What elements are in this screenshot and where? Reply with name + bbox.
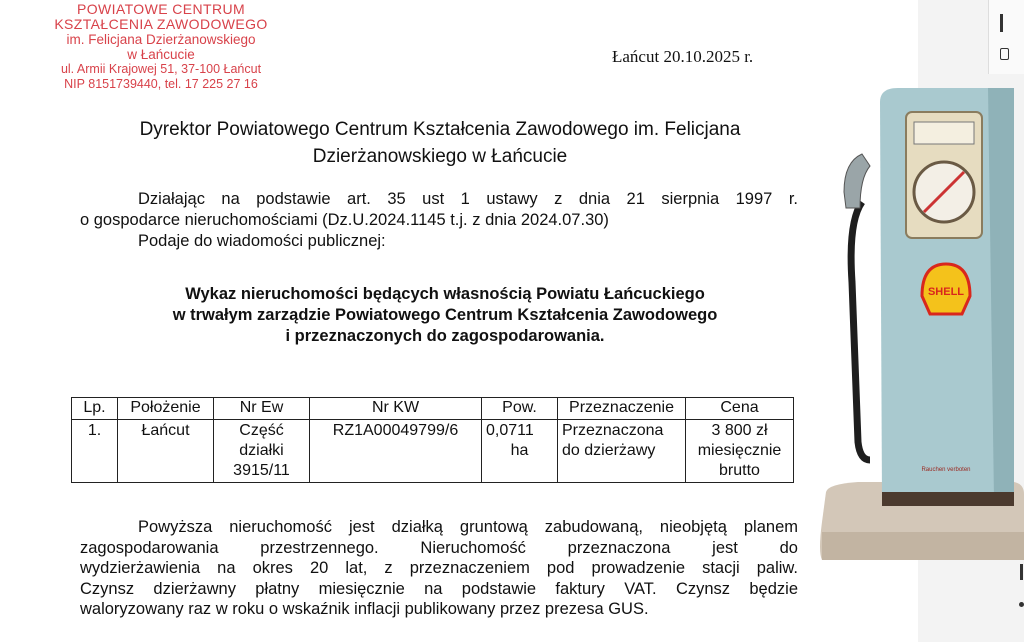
pump-display-window xyxy=(914,122,974,144)
intro-line: Działając na podstawie art. 35 ust 1 ustawy z dnia 21 sierpnia 1997 r. xyxy=(138,190,798,208)
property-table xyxy=(71,397,794,483)
cell-line: 0,0711 xyxy=(486,422,534,439)
header-lp: Lp. xyxy=(72,398,118,420)
adjacent-page-mark xyxy=(1020,564,1023,580)
cell-line: 3915/11 xyxy=(233,462,290,479)
pump-brand: SHELL xyxy=(927,286,965,298)
description-line: waloryzowany raz w roku o wskaźnik inflacji publikowany przez prezesa GUS. xyxy=(80,600,649,618)
adjacent-page-mark xyxy=(1000,14,1003,32)
adjacent-page-corner xyxy=(988,0,1024,74)
description-paragraph xyxy=(80,517,798,620)
cell-line: działki xyxy=(239,442,284,459)
cell-polozenie: Łańcut xyxy=(118,420,214,483)
cell-line: brutto xyxy=(719,462,760,479)
table-row xyxy=(72,420,794,483)
pump-hose xyxy=(851,202,870,460)
checkbox-icon xyxy=(1000,48,1009,60)
cell-line: ha xyxy=(510,442,529,459)
cell-nr-ew xyxy=(214,420,310,483)
pump-sign: Rauchen verboten xyxy=(921,467,971,473)
cell-pow xyxy=(482,420,558,483)
intro-paragraph xyxy=(80,189,798,252)
intro-line: o gospodarce nieruchomościami (Dz.U.2024.1145 t.j. z dnia 2024.07.30) xyxy=(80,211,609,229)
cell-cena xyxy=(686,420,794,483)
stamp-line: w Łańcucie xyxy=(127,47,195,62)
nozzle-icon xyxy=(844,154,870,208)
stamp-line: ul. Armii Krajowej 51, 37-100 Łańcut xyxy=(60,62,262,76)
header-pow: Pow. xyxy=(482,398,558,420)
bullet-icon xyxy=(1019,602,1024,607)
stamp-line: NIP 8151739440, tel. 17 225 27 16 xyxy=(64,77,258,91)
institution-stamp xyxy=(30,2,292,92)
list-title xyxy=(75,284,815,347)
cell-line: Przeznaczona xyxy=(562,422,664,439)
description-line: Czynsz dzierżawny płatny miesięcznie na podstawie faktury VAT. Czynsz będzie xyxy=(80,579,798,598)
pump-foot xyxy=(882,492,1014,506)
fuel-pump-illustration xyxy=(818,82,1024,566)
description-line: zagospodarowania przestrzennego. Nieruchomość przeznaczona jest do xyxy=(80,538,798,557)
description-line: wydzierżawienia na okres 20 lat, z przeznaczeniem pod prowadzenie stacji paliw. xyxy=(80,559,798,577)
header-polozenie: Położenie xyxy=(118,398,214,420)
header-nr-ew: Nr Ew xyxy=(214,398,310,420)
header-nr-kw: Nr KW xyxy=(310,398,482,420)
cell-line: miesięcznie xyxy=(697,442,782,459)
cell-line: Część xyxy=(239,422,284,439)
document-date: Łańcut 20.10.2025 r. xyxy=(612,47,754,66)
cell-line: do dzierżawy xyxy=(562,442,656,459)
description-line: Powyższa nieruchomość jest działką gruntową zabudowaną, nieobjętą planem xyxy=(138,518,798,536)
intro-line: Podaje do wiadomości publicznej: xyxy=(138,232,386,250)
stamp-line: im. Felicjana Dzierżanowskiego xyxy=(66,32,256,47)
cell-lp: 1. xyxy=(72,420,118,483)
title-line: Wykaz nieruchomości będących własnością Powiatu Łańcuckiego xyxy=(185,285,705,303)
title-line: i przeznaczonych do zagospodarowania. xyxy=(285,327,605,345)
header-przeznaczenie: Przeznaczenie xyxy=(558,398,686,420)
cell-line: 3 800 zł xyxy=(711,422,768,439)
title-line: w trwałym zarządzie Powiatowego Centrum Kształcenia Zawodowego xyxy=(172,306,718,324)
cell-nr-kw: RZ1A00049799/6 xyxy=(310,420,482,483)
header-cena: Cena xyxy=(686,398,794,420)
stamp-line: KSZTAŁCENIA ZAWODOWEGO xyxy=(54,16,268,32)
stamp-line: POWIATOWE CENTRUM xyxy=(76,1,246,17)
table-header-row xyxy=(72,398,794,420)
heading-line: Dyrektor Powiatowego Centrum Kształcenia Zawodowego im. Felicjana xyxy=(139,119,741,140)
heading-line: Dzierżanowskiego w Łańcucie xyxy=(312,146,568,167)
cell-przeznaczenie xyxy=(558,420,686,483)
document-heading xyxy=(70,116,810,170)
pump-base-shadow xyxy=(822,532,1024,560)
